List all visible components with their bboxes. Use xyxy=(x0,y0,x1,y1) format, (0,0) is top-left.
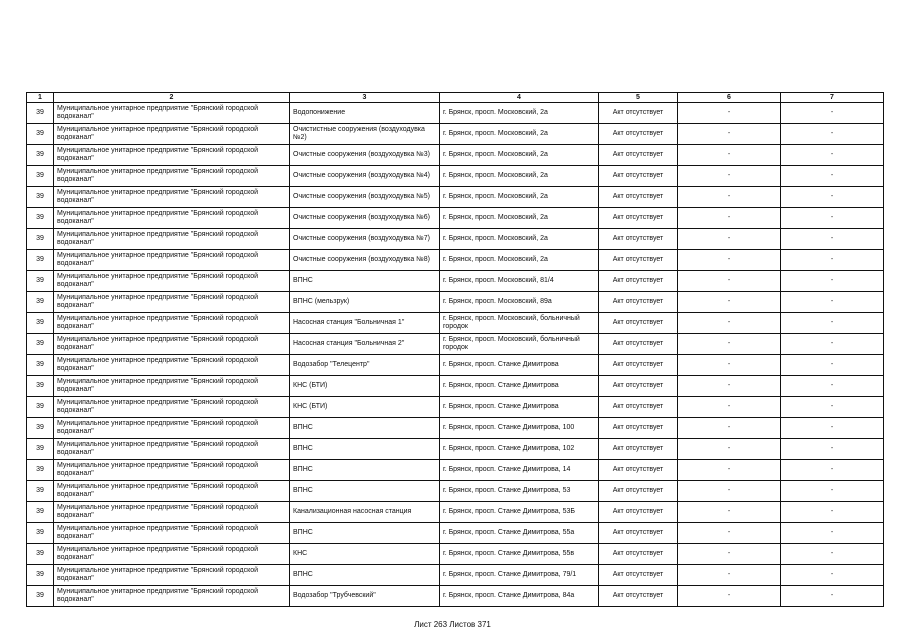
cell-col7: - xyxy=(781,544,884,565)
cell-number: 39 xyxy=(27,481,54,502)
cell-act: Акт отсутствует xyxy=(599,187,678,208)
cell-organization: Муниципальное унитарное предприятие "Брянский городской водоканал" xyxy=(54,544,290,565)
cell-act: Акт отсутствует xyxy=(599,502,678,523)
cell-col6: - xyxy=(678,271,781,292)
cell-organization: Муниципальное унитарное предприятие "Брянский городской водоканал" xyxy=(54,565,290,586)
cell-act: Акт отсутствует xyxy=(599,313,678,334)
cell-act: Акт отсутствует xyxy=(599,292,678,313)
cell-col6: - xyxy=(678,229,781,250)
table-row xyxy=(27,208,884,229)
cell-act: Акт отсутствует xyxy=(599,166,678,187)
cell-object: ВПНС xyxy=(290,565,440,586)
cell-col6: - xyxy=(678,418,781,439)
cell-col6: - xyxy=(678,376,781,397)
cell-col6: - xyxy=(678,145,781,166)
cell-col6: - xyxy=(678,544,781,565)
cell-act: Акт отсутствует xyxy=(599,229,678,250)
cell-act: Акт отсутствует xyxy=(599,103,678,124)
cell-object: Очистистные сооружения (воздуходувка №2) xyxy=(290,124,440,145)
cell-col7: - xyxy=(781,124,884,145)
cell-object: КНС xyxy=(290,544,440,565)
cell-col6: - xyxy=(678,397,781,418)
cell-col6: - xyxy=(678,565,781,586)
column-header-3: 3 xyxy=(290,93,440,103)
column-header-2: 2 xyxy=(54,93,290,103)
cell-organization: Муниципальное унитарное предприятие "Брянский городской водоканал" xyxy=(54,313,290,334)
cell-col6: - xyxy=(678,250,781,271)
cell-col6: - xyxy=(678,502,781,523)
cell-number: 39 xyxy=(27,397,54,418)
cell-address: г. Брянск, просп. Станке Димитрова, 100 xyxy=(440,418,599,439)
cell-object: Очистные сооружения (воздуходувка №6) xyxy=(290,208,440,229)
cell-col7: - xyxy=(781,523,884,544)
cell-col7: - xyxy=(781,313,884,334)
cell-address: г. Брянск, просп. Станке Димитрова, 53 xyxy=(440,481,599,502)
cell-object: ВПНС (мельзрук) xyxy=(290,292,440,313)
table-row xyxy=(27,460,884,481)
cell-organization: Муниципальное унитарное предприятие "Брянский городской водоканал" xyxy=(54,502,290,523)
cell-number: 39 xyxy=(27,355,54,376)
table-header-row xyxy=(27,93,884,103)
cell-col7: - xyxy=(781,397,884,418)
cell-address: г. Брянск, просп. Московский, 89а xyxy=(440,292,599,313)
cell-number: 39 xyxy=(27,145,54,166)
table-row xyxy=(27,481,884,502)
table-row xyxy=(27,565,884,586)
cell-col7: - xyxy=(781,418,884,439)
cell-organization: Муниципальное унитарное предприятие "Брянский городской водоканал" xyxy=(54,208,290,229)
cell-address: г. Брянск, просп. Московский, 2а xyxy=(440,145,599,166)
cell-act: Акт отсутствует xyxy=(599,586,678,607)
cell-number: 39 xyxy=(27,166,54,187)
column-header-4: 4 xyxy=(440,93,599,103)
cell-address: г. Брянск, просп. Станке Димитрова xyxy=(440,397,599,418)
cell-organization: Муниципальное унитарное предприятие "Брянский городской водоканал" xyxy=(54,187,290,208)
table-row xyxy=(27,250,884,271)
table-row xyxy=(27,586,884,607)
cell-organization: Муниципальное унитарное предприятие "Брянский городской водоканал" xyxy=(54,229,290,250)
table-row xyxy=(27,292,884,313)
cell-organization: Муниципальное унитарное предприятие "Брянский городской водоканал" xyxy=(54,250,290,271)
cell-address: г. Брянск, просп. Московский, 2а xyxy=(440,166,599,187)
cell-number: 39 xyxy=(27,313,54,334)
cell-address: г. Брянск, просп. Станке Димитрова, 84а xyxy=(440,586,599,607)
cell-col6: - xyxy=(678,334,781,355)
cell-organization: Муниципальное унитарное предприятие "Брянский городской водоканал" xyxy=(54,481,290,502)
cell-col6: - xyxy=(678,439,781,460)
cell-col7: - xyxy=(781,334,884,355)
cell-number: 39 xyxy=(27,502,54,523)
cell-number: 39 xyxy=(27,376,54,397)
cell-act: Акт отсутствует xyxy=(599,271,678,292)
cell-object: Очистные сооружения (воздуходувка №3) xyxy=(290,145,440,166)
cell-number: 39 xyxy=(27,544,54,565)
cell-act: Акт отсутствует xyxy=(599,376,678,397)
cell-object: ВПНС xyxy=(290,481,440,502)
cell-act: Акт отсутствует xyxy=(599,334,678,355)
cell-organization: Муниципальное унитарное предприятие "Брянский городской водоканал" xyxy=(54,334,290,355)
cell-object: Водозабор "Телецентр" xyxy=(290,355,440,376)
cell-col7: - xyxy=(781,229,884,250)
cell-act: Акт отсутствует xyxy=(599,544,678,565)
cell-organization: Муниципальное унитарное предприятие "Брянский городской водоканал" xyxy=(54,124,290,145)
cell-number: 39 xyxy=(27,523,54,544)
cell-col7: - xyxy=(781,271,884,292)
cell-object: Очистные сооружения (воздуходувка №8) xyxy=(290,250,440,271)
cell-organization: Муниципальное унитарное предприятие "Брянский городской водоканал" xyxy=(54,418,290,439)
table-row xyxy=(27,523,884,544)
table-row xyxy=(27,124,884,145)
cell-col7: - xyxy=(781,355,884,376)
table-row xyxy=(27,355,884,376)
cell-act: Акт отсутствует xyxy=(599,439,678,460)
cell-number: 39 xyxy=(27,250,54,271)
cell-address: г. Брянск, просп. Московский, 2а xyxy=(440,103,599,124)
table-row xyxy=(27,187,884,208)
cell-address: г. Брянск, просп. Станке Димитрова, 53Б xyxy=(440,502,599,523)
cell-col7: - xyxy=(781,166,884,187)
cell-organization: Муниципальное унитарное предприятие "Брянский городской водоканал" xyxy=(54,523,290,544)
cell-col7: - xyxy=(781,145,884,166)
cell-address: г. Брянск, просп. Московский, 2а xyxy=(440,250,599,271)
cell-object: ВПНС xyxy=(290,271,440,292)
table-row xyxy=(27,334,884,355)
cell-object: КНС (БТИ) xyxy=(290,397,440,418)
cell-col7: - xyxy=(781,439,884,460)
cell-address: г. Брянск, просп. Станке Димитрова xyxy=(440,376,599,397)
column-header-1: 1 xyxy=(27,93,54,103)
cell-address: г. Брянск, просп. Станке Димитрова, 55в xyxy=(440,544,599,565)
cell-col7: - xyxy=(781,460,884,481)
cell-number: 39 xyxy=(27,565,54,586)
cell-col7: - xyxy=(781,565,884,586)
cell-organization: Муниципальное унитарное предприятие "Брянский городской водоканал" xyxy=(54,460,290,481)
cell-act: Акт отсутствует xyxy=(599,481,678,502)
cell-col6: - xyxy=(678,313,781,334)
cell-number: 39 xyxy=(27,418,54,439)
cell-act: Акт отсутствует xyxy=(599,250,678,271)
cell-col6: - xyxy=(678,103,781,124)
cell-number: 39 xyxy=(27,460,54,481)
register-table xyxy=(26,92,884,607)
cell-object: Очистные сооружения (воздуходувка №7) xyxy=(290,229,440,250)
table-row xyxy=(27,397,884,418)
column-header-6: 6 xyxy=(678,93,781,103)
cell-col6: - xyxy=(678,292,781,313)
table-row xyxy=(27,313,884,334)
cell-organization: Муниципальное унитарное предприятие "Брянский городской водоканал" xyxy=(54,103,290,124)
cell-address: г. Брянск, просп. Московский, 81/4 xyxy=(440,271,599,292)
column-header-7: 7 xyxy=(781,93,884,103)
cell-col6: - xyxy=(678,187,781,208)
cell-organization: Муниципальное унитарное предприятие "Брянский городской водоканал" xyxy=(54,145,290,166)
cell-object: Насосная станция "Больничная 1" xyxy=(290,313,440,334)
cell-organization: Муниципальное унитарное предприятие "Брянский городской водоканал" xyxy=(54,166,290,187)
cell-col6: - xyxy=(678,481,781,502)
cell-address: г. Брянск, просп. Станке Димитрова, 102 xyxy=(440,439,599,460)
cell-address: г. Брянск, просп. Московский, больничный городок xyxy=(440,313,599,334)
cell-number: 39 xyxy=(27,439,54,460)
cell-address: г. Брянск, просп. Станке Димитрова, 14 xyxy=(440,460,599,481)
cell-number: 39 xyxy=(27,292,54,313)
cell-act: Акт отсутствует xyxy=(599,523,678,544)
table-row xyxy=(27,376,884,397)
cell-address: г. Брянск, просп. Московский, 2а xyxy=(440,229,599,250)
cell-col6: - xyxy=(678,166,781,187)
cell-col7: - xyxy=(781,250,884,271)
cell-address: г. Брянск, просп. Станке Димитрова, 55а xyxy=(440,523,599,544)
table-row xyxy=(27,229,884,250)
page-footer: Лист 263 Листов 371 xyxy=(414,620,491,629)
cell-act: Акт отсутствует xyxy=(599,124,678,145)
cell-act: Акт отсутствует xyxy=(599,208,678,229)
cell-number: 39 xyxy=(27,586,54,607)
cell-number: 39 xyxy=(27,187,54,208)
cell-col7: - xyxy=(781,208,884,229)
cell-col6: - xyxy=(678,124,781,145)
cell-organization: Муниципальное унитарное предприятие "Брянский городской водоканал" xyxy=(54,271,290,292)
table-row xyxy=(27,103,884,124)
cell-number: 39 xyxy=(27,271,54,292)
cell-act: Акт отсутствует xyxy=(599,460,678,481)
cell-col7: - xyxy=(781,376,884,397)
cell-address: г. Брянск, просп. Московский, 2а xyxy=(440,208,599,229)
cell-col7: - xyxy=(781,481,884,502)
cell-organization: Муниципальное унитарное предприятие "Брянский городской водоканал" xyxy=(54,586,290,607)
cell-col7: - xyxy=(781,292,884,313)
table-row xyxy=(27,271,884,292)
cell-act: Акт отсутствует xyxy=(599,397,678,418)
cell-col6: - xyxy=(678,208,781,229)
table-row xyxy=(27,502,884,523)
cell-col7: - xyxy=(781,187,884,208)
cell-object: Очистные сооружения (воздуходувка №4) xyxy=(290,166,440,187)
cell-number: 39 xyxy=(27,124,54,145)
cell-act: Акт отсутствует xyxy=(599,355,678,376)
cell-address: г. Брянск, просп. Московский, 2а xyxy=(440,124,599,145)
cell-object: Водозабор "Трубчевский" xyxy=(290,586,440,607)
table-row xyxy=(27,145,884,166)
cell-act: Акт отсутствует xyxy=(599,418,678,439)
cell-address: г. Брянск, просп. Станке Димитрова, 79/1 xyxy=(440,565,599,586)
table-body xyxy=(27,103,884,607)
table-row xyxy=(27,418,884,439)
cell-object: ВПНС xyxy=(290,439,440,460)
column-header-5: 5 xyxy=(599,93,678,103)
cell-number: 39 xyxy=(27,103,54,124)
cell-organization: Муниципальное унитарное предприятие "Брянский городской водоканал" xyxy=(54,355,290,376)
cell-object: ВПНС xyxy=(290,523,440,544)
cell-col6: - xyxy=(678,460,781,481)
cell-organization: Муниципальное унитарное предприятие "Брянский городской водоканал" xyxy=(54,397,290,418)
cell-organization: Муниципальное унитарное предприятие "Брянский городской водоканал" xyxy=(54,376,290,397)
cell-object: КНС (БТИ) xyxy=(290,376,440,397)
cell-col7: - xyxy=(781,103,884,124)
cell-object: Очистные сооружения (воздуходувка №5) xyxy=(290,187,440,208)
cell-col6: - xyxy=(678,355,781,376)
cell-object: Водопонижение xyxy=(290,103,440,124)
cell-number: 39 xyxy=(27,208,54,229)
table-row xyxy=(27,439,884,460)
cell-object: Насосная станция "Больничная 2" xyxy=(290,334,440,355)
cell-col7: - xyxy=(781,586,884,607)
cell-object: Канализационная насосная станция xyxy=(290,502,440,523)
cell-col6: - xyxy=(678,586,781,607)
cell-number: 39 xyxy=(27,229,54,250)
cell-col6: - xyxy=(678,523,781,544)
cell-address: г. Брянск, просп. Московский, больничный городок xyxy=(440,334,599,355)
cell-organization: Муниципальное унитарное предприятие "Брянский городской водоканал" xyxy=(54,292,290,313)
cell-object: ВПНС xyxy=(290,460,440,481)
cell-act: Акт отсутствует xyxy=(599,565,678,586)
table-row xyxy=(27,166,884,187)
cell-number: 39 xyxy=(27,334,54,355)
cell-object: ВПНС xyxy=(290,418,440,439)
cell-col7: - xyxy=(781,502,884,523)
table-row xyxy=(27,544,884,565)
cell-organization: Муниципальное унитарное предприятие "Брянский городской водоканал" xyxy=(54,439,290,460)
cell-address: г. Брянск, просп. Станке Димитрова xyxy=(440,355,599,376)
cell-act: Акт отсутствует xyxy=(599,145,678,166)
cell-address: г. Брянск, просп. Московский, 2а xyxy=(440,187,599,208)
